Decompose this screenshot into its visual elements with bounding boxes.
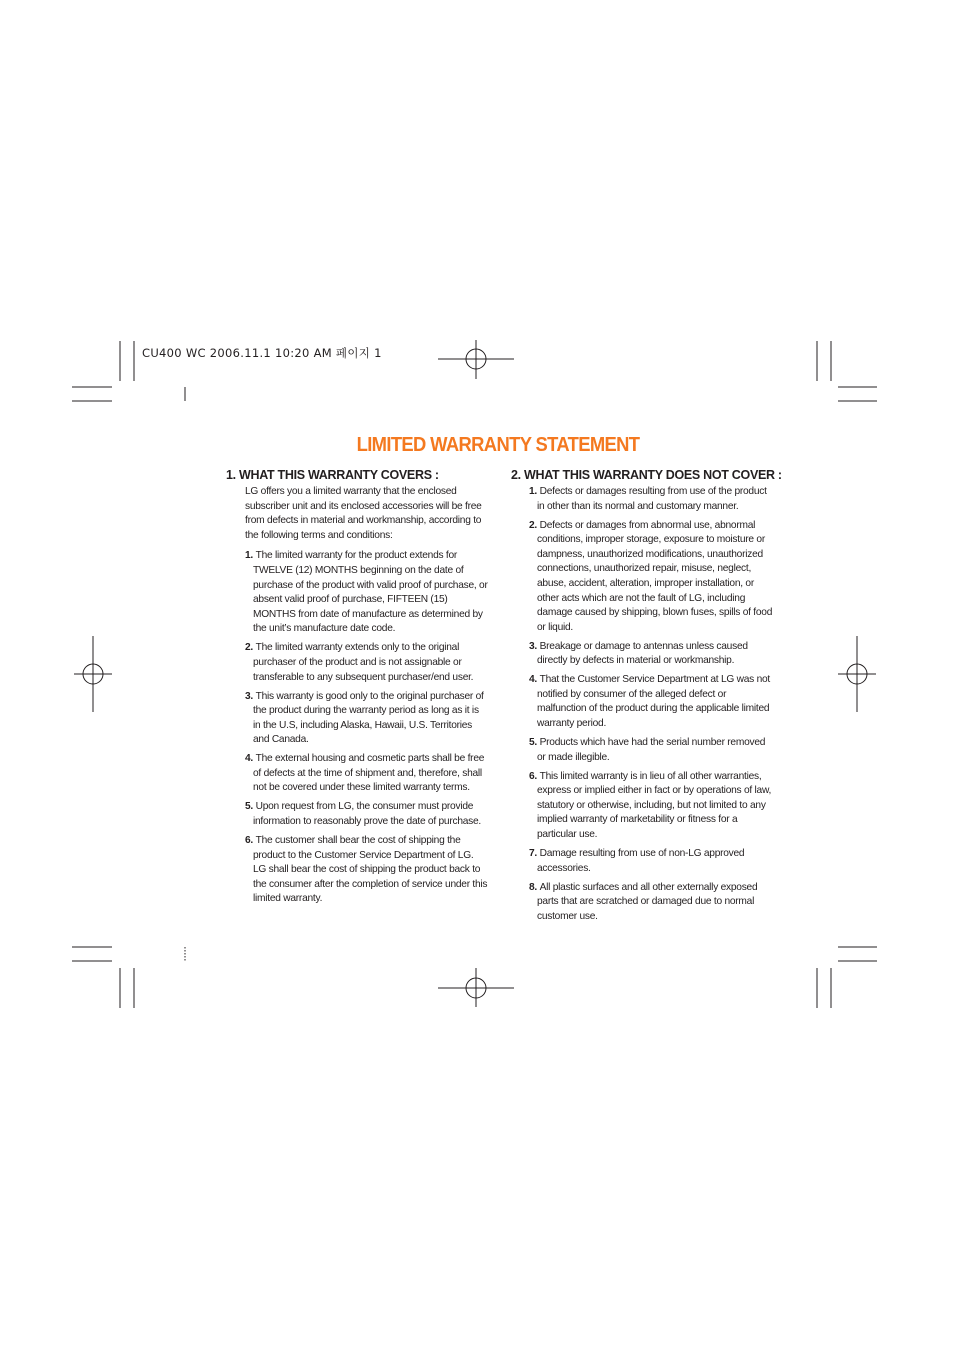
not-cover-heading: 2. WHAT THIS WARRANTY DOES NOT COVER :	[511, 468, 782, 482]
list-item: 6. This limited warranty is in lieu of all other warranties, express or implied either in fact or by operations of law, statutory or otherwise, including, but not limited to any implied warranty of marketability or fitness for a particular use.	[529, 770, 772, 841]
covers-list	[245, 549, 488, 907]
covers-heading: 1. WHAT THIS WARRANTY COVERS :	[226, 468, 439, 482]
item-text: Defects or damages resulting from use of the product in other than its normal and customary manner.	[537, 486, 767, 512]
item-number: 4	[529, 674, 535, 686]
item-number: 4	[245, 753, 251, 765]
item-number: 1	[529, 486, 535, 497]
list-item: 4. That the Customer Service Department at LG was not notified by consumer of the alleged defect or malfunction of the product during the applicable limited warranty period.	[529, 674, 771, 730]
list-item: 4. The external housing and cosmetic parts shall be free of defects at the time of shipment and, therefore, shall not be covered under these limited warranty terms.	[245, 753, 485, 794]
item-number: 6	[529, 770, 535, 782]
not-cover-list	[529, 485, 773, 924]
item-number: 3	[529, 640, 535, 652]
item-text: All plastic surfaces and all other externally exposed parts that are scratched or damaged due to normal customer use.	[537, 881, 758, 922]
item-number: 3	[245, 690, 251, 702]
list-item: 8. All plastic surfaces and all other externally exposed parts that are scratched or damaged due to normal customer use.	[529, 881, 758, 922]
item-number: 2	[245, 642, 251, 654]
page-title: LIMITED WARRANTY STATEMENT	[356, 434, 640, 457]
list-item: 1. The limited warranty for the product extends for TWELVE (12) MONTHS beginning on the date of purchase of the product with valid proof of purchase, or absent valid proof of purchase, FIFTEEN (15) MONTHS from date of manufacture as determined by the unit’s manufacture date code.	[245, 550, 488, 635]
item-number: 2	[529, 519, 535, 531]
item-text: Products which have had the serial number removed or made illegible.	[537, 737, 766, 763]
item-text: Defects or damages from abnormal use, abnormal conditions, improper storage, exposure to moisture or dampness, unauthorized modifications, unauthorized connections, unauthorized repair, misuse, neglect, abuse, accident, alteration, improper installation, or other acts which are not the fault of LG, including damage caused by shipping, blown fuses, spills of food or liquid.	[537, 519, 773, 633]
item-text: This limited warranty is in lieu of all other warranties, express or implied either in fact or by operations of law, statutory or otherwise, including, but not limited to any implied warranty of marketability or fitness for a particular use.	[537, 770, 772, 841]
print-slug-line: CU400 WC 2006.11.1 10:20 AM 페이지 1	[142, 346, 382, 360]
item-text: The limited warranty for the product extends for TWELVE (12) MONTHS beginning on the date of purchase of the product with valid proof of purchase, or absent valid proof of purchase, FIFTEEN (15) MONTHS from date of manufacture as determined by the unit’s manufacture date code.	[253, 550, 488, 635]
item-text: This warranty is good only to the original purchaser of the product during the warranty period as long as it is in the U.S, including Alaska, Hawaii, U.S. Territories and Canada.	[253, 690, 484, 746]
warranty-not-cover-section	[511, 468, 782, 929]
list-item: 6. The customer shall bear the cost of shipping the product to the Customer Service Department of LG. LG shall bear the cost of shipping the product back to the consumer after the completion of service under this limited warranty.	[245, 835, 488, 905]
list-item: 2. The limited warranty extends only to the original purchaser of the product and is not assignable or transferable to any subsequent purchaser/end user.	[245, 642, 474, 683]
list-item: 7. Damage resulting from use of non-LG approved accessories.	[529, 848, 745, 874]
item-number: 7	[529, 848, 535, 859]
item-number: 5	[245, 801, 251, 813]
list-item: 3. Breakage or damage to antennas unless caused directly by defects in material or workmanship.	[529, 640, 748, 667]
list-item: 3. This warranty is good only to the original purchaser of the product during the warranty period as long as it is in the U.S, including Alaska, Hawaii, U.S. Territories and Canada.	[245, 690, 484, 746]
item-text: Damage resulting from use of non-LG approved accessories.	[537, 848, 745, 874]
item-text: That the Customer Service Department at LG was not notified by consumer of the alleged defect or malfunction of the product during the applicable limited warranty period.	[537, 674, 771, 730]
warranty-covers-section	[226, 468, 488, 911]
item-text: Breakage or damage to antennas unless caused directly by defects in material or workmanship.	[537, 640, 748, 667]
item-number: 5	[529, 737, 535, 749]
item-number: 1	[245, 550, 251, 562]
item-text: The customer shall bear the cost of shipping the product to the Customer Service Department of LG. LG shall bear the cost of shipping the product back to the consumer after the completion of service under this limited warranty.	[253, 835, 488, 905]
list-item: 5. Products which have had the serial number removed or made illegible.	[529, 737, 766, 763]
list-item: 2. Defects or damages from abnormal use, abnormal conditions, improper storage, exposure to moisture or dampness, unauthorized modifications, unauthorized connections, unauthorized repair, misuse, neglect, abuse, accident, alteration, improper installation, or other acts which are not the fault of LG, including damage caused by shipping, blown fuses, spills of food or liquid.	[529, 519, 773, 633]
item-text: The external housing and cosmetic parts shall be free of defects at the time of shipment and, therefore, shall not be covered under these limited warranty terms.	[253, 753, 485, 794]
item-text: The limited warranty extends only to the original purchaser of the product and is not assignable or transferable to any subsequent purchaser/end user.	[253, 642, 474, 683]
list-item: 5. Upon request from LG, the consumer must provide information to reasonably prove the date of purchase.	[245, 801, 482, 828]
covers-intro: LG offers you a limited warranty that the enclosed subscriber unit and its enclosed accessories will be free from defects in material and workmanship, according to the following terms and conditions:	[245, 486, 482, 541]
item-number: 6	[245, 835, 251, 847]
item-text: Upon request from LG, the consumer must provide information to reasonably prove the date of purchase.	[253, 801, 482, 828]
list-item: 1. Defects or damages resulting from use of the product in other than its normal and customary manner.	[529, 486, 767, 512]
item-number: 8	[529, 881, 535, 893]
